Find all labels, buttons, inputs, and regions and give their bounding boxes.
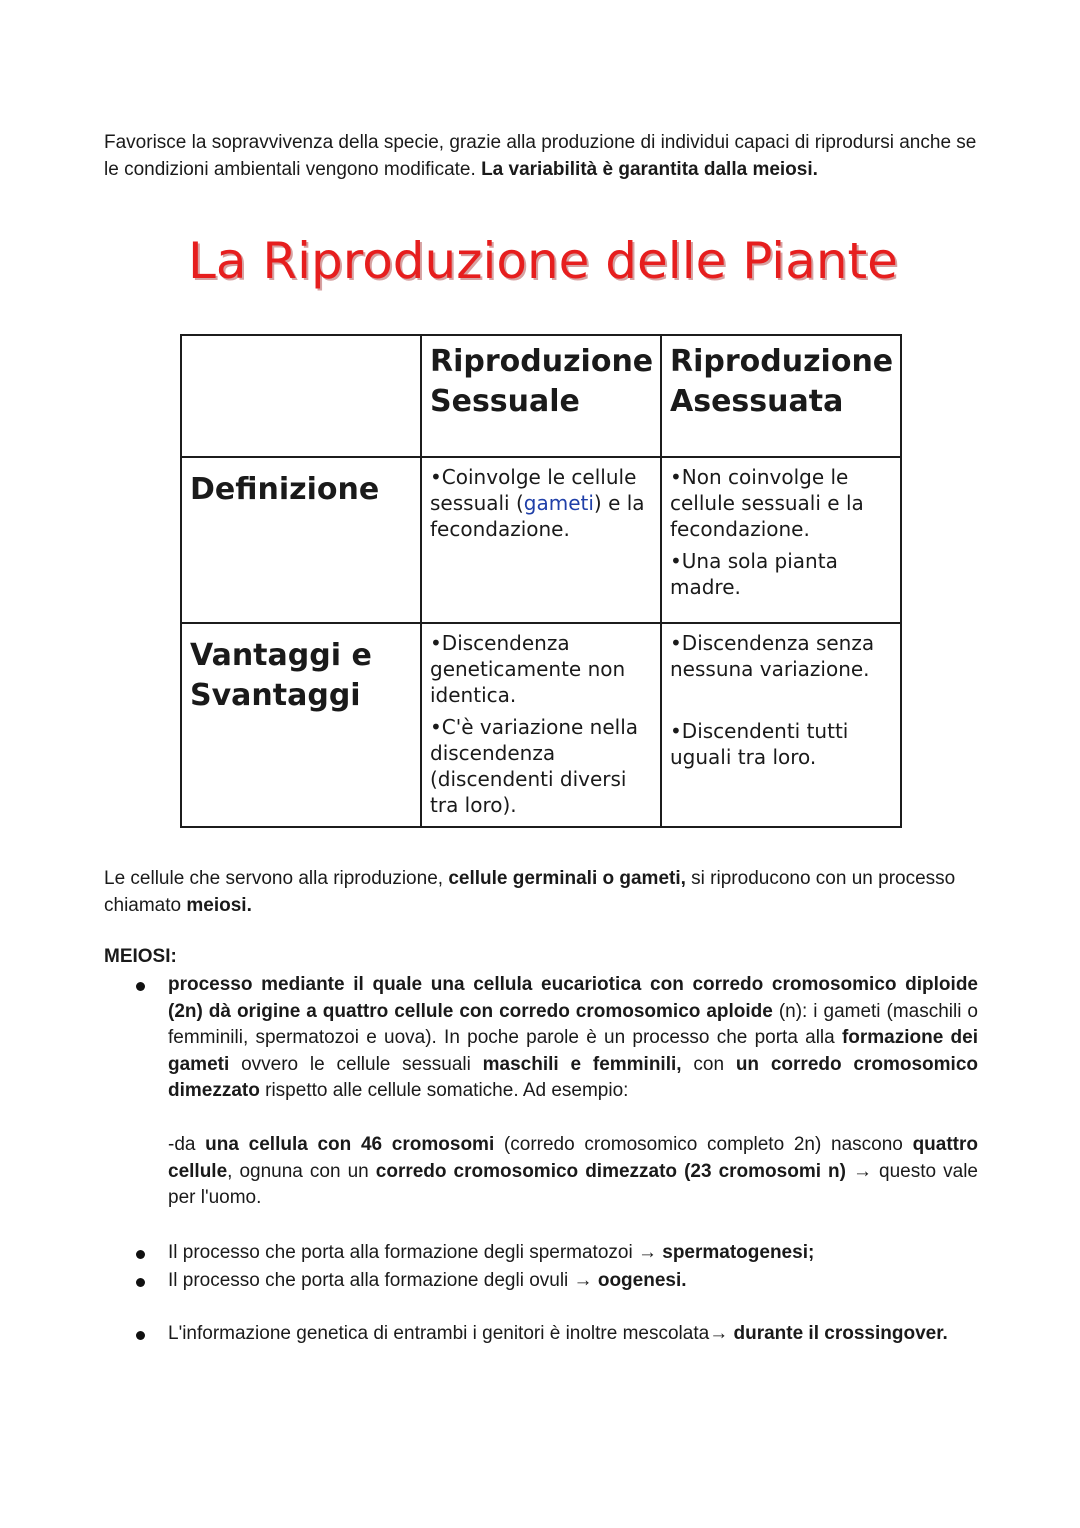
- bold-text: meiosi.: [186, 894, 252, 916]
- list-item: [104, 972, 978, 1105]
- text: Le cellule che servono alla riproduzione,: [104, 868, 449, 889]
- cell-text-part: ) e la fecondazione.: [430, 491, 645, 541]
- list-item: [104, 1268, 978, 1295]
- bold-text: quattro cellule: [168, 1134, 978, 1182]
- text: , ognuna con un: [227, 1160, 376, 1182]
- text: (n): i gameti (maschili o femminili, spermatozoi e uova). In poche parole è un processo che porta alla: [168, 1000, 978, 1048]
- list-item: [104, 1321, 978, 1348]
- text: rispetto alle cellule somatiche. Ad esempio:: [259, 1080, 629, 1101]
- table-row: [181, 457, 901, 623]
- text: ovvero le cellule sessuali: [229, 1053, 483, 1075]
- bold-text: oogenesi.: [597, 1269, 687, 1291]
- bold-text: cellule germinali o gameti,: [448, 868, 686, 889]
- list-item: [104, 1240, 978, 1267]
- cell-text: •Una sola pianta madre.: [670, 549, 838, 599]
- cell-definizione-sessuale: [421, 457, 661, 623]
- cell-text: •C'è variazione nella discendenza (discendenti diversi tra loro).: [430, 715, 639, 817]
- text: -da: [168, 1134, 206, 1155]
- row-label-vantaggi: Vantaggi e Svantaggi: [181, 623, 421, 827]
- cell-definizione-asessuata: [661, 457, 901, 623]
- bullet-icon: [136, 1331, 145, 1340]
- bullet-icon: [136, 982, 145, 991]
- crossingover-list: [104, 1321, 978, 1348]
- empty-corner-cell: [181, 335, 421, 457]
- cell-vantaggi-asessuata: [661, 623, 901, 827]
- bold-text: durante il crossingover.: [733, 1323, 948, 1344]
- bold-text: maschili e femminili,: [482, 1053, 682, 1075]
- example-paragraph: [168, 1132, 978, 1212]
- bullet-icon: [136, 1278, 145, 1287]
- text: (corredo cromosomico completo 2n) nascono: [494, 1134, 913, 1155]
- text: L'informazione genetica di entrambi i genitori è inoltre mescolata→: [168, 1323, 734, 1344]
- text: Il processo che porta alla formazione degli spermatozoi →: [168, 1242, 663, 1263]
- table-row: [181, 623, 901, 827]
- reproduction-table: [180, 334, 902, 828]
- gameti-term: gameti: [523, 491, 594, 515]
- cell-text: •Non coinvolge le cellule sessuali e la fecondazione.: [670, 465, 864, 541]
- meiosi-heading: MEIOSI:: [104, 946, 177, 967]
- meiosi-list: [104, 972, 978, 1105]
- intro-bold-text: La variabilità è garantita dalla meiosi.: [481, 158, 818, 180]
- cell-vantaggi-sessuale: [421, 623, 661, 827]
- text: Il processo che porta alla formazione degli ovuli →: [168, 1269, 598, 1291]
- bold-text: spermatogenesi;: [662, 1242, 815, 1263]
- bold-text: formazione dei gameti: [168, 1027, 978, 1075]
- header-sessuale: Riproduzione Sessuale: [421, 335, 661, 457]
- row-label-definizione: Definizione: [181, 457, 421, 623]
- bold-text: un corredo cromosomico dimezzato: [168, 1053, 978, 1101]
- intro-text: Favorisce la sopravvivenza della specie, grazie alla produzione di individui capaci di riprodursi anche se le condizioni ambientali vengono modificate.: [104, 132, 977, 180]
- bold-text: processo mediante il quale una cellula eucariotica con corredo cromosomico diploide (2n) dà origine a quattro cellule con corredo cromosomico aploide: [168, 974, 978, 1022]
- figure-title: La Riproduzione delle Piante: [188, 232, 898, 290]
- text: con: [681, 1053, 736, 1075]
- cell-text: •Discendenza senza nessuna variazione.: [670, 631, 875, 681]
- process-list: [104, 1240, 978, 1294]
- cell-text-part: •Coinvolge le cellule sessuali (: [430, 465, 637, 515]
- text: si riproducono con un processo chiamato: [104, 868, 956, 916]
- bold-text: una cellula con 46 cromosomi: [205, 1134, 495, 1155]
- gametes-paragraph: [104, 866, 978, 919]
- cell-text: •Discendenti tutti uguali tra loro.: [670, 719, 849, 769]
- header-asessuata: Riproduzione Asessuata: [661, 335, 901, 457]
- text: → questo vale per l'uomo.: [168, 1160, 978, 1208]
- table-header-row: [181, 335, 901, 457]
- intro-paragraph: [104, 130, 978, 183]
- cell-text: [430, 464, 652, 542]
- bold-text: corredo cromosomico dimezzato (23 cromosomi n): [375, 1160, 846, 1182]
- bullet-icon: [136, 1250, 145, 1259]
- cell-text: •Discendenza geneticamente non identica.: [430, 631, 626, 707]
